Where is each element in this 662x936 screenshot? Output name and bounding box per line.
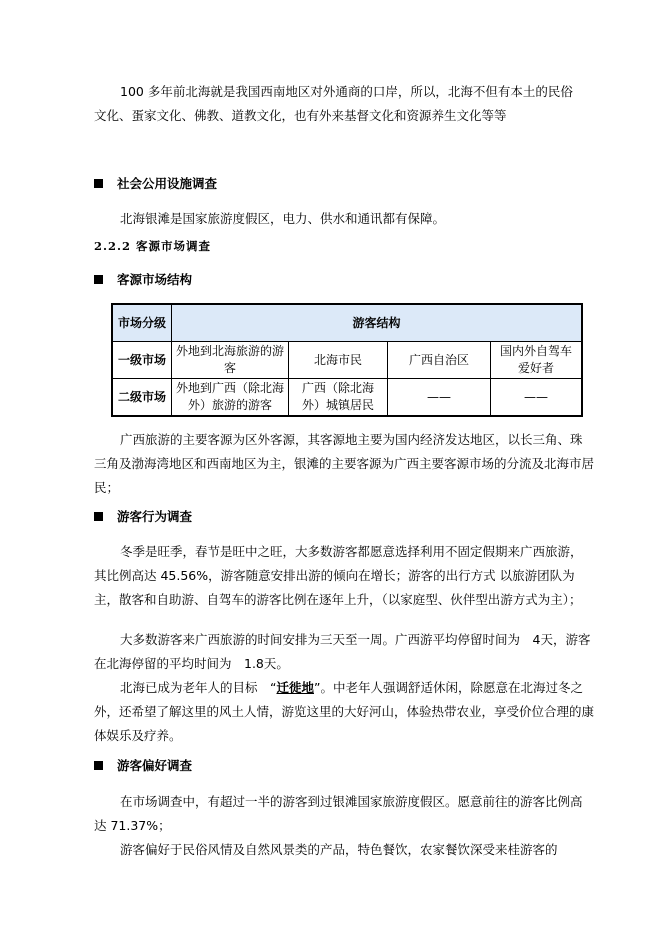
table-cell: 北海市民 — [289, 342, 388, 379]
behavior-paragraph-2: 大多数游客来广西旅游的时间安排为三天至一周。广西游平均停留时间为 4天，游客在北海停留的平均时间为 1.8天。 — [94, 632, 591, 671]
intro-paragraph — [94, 80, 594, 128]
source-paragraph: 广西旅游的主要客源为区外客源，其客源地主要为国内经济发达地区，以长三角、珠三角及渤海湾地区和西南地区为主，银滩的主要客源为广西主要客源市场的分流及北海市居民； — [94, 432, 595, 495]
heading-preference — [94, 756, 192, 774]
table-cell: —— — [388, 379, 491, 417]
preference-paragraph-2: 游客偏好于民俗风情及自然风景类的产品，特色餐饮，农家餐饮深受来桂游客的 — [120, 842, 558, 857]
heading-facilities-text: 社会公用设施调查 — [117, 176, 218, 191]
preference-paragraph-1: 在市场调查中，有超过一半的游客到过银滩国家旅游度假区。愿意前往的游客比例高达 71.37%； — [94, 794, 583, 833]
subsection-title: 2.2.2 客源市场调查 — [94, 239, 212, 253]
square-bullet-icon — [94, 512, 103, 521]
table-cell: 广西自治区 — [388, 342, 491, 379]
header-market-level: 市场分级 — [112, 304, 172, 342]
intro-line-2: 文化、蛋家文化、佛教、道教文化，也有外来基督文化和资源养生文化等等 — [94, 108, 507, 123]
table-cell: 外地到广西（除北海外）旅游的游客 — [172, 379, 289, 417]
table-row — [112, 379, 582, 417]
square-bullet-icon — [94, 761, 103, 770]
table-cell: 外地到北海旅游的游客 — [172, 342, 289, 379]
heading-structure-text: 客源市场结构 — [117, 272, 193, 287]
row-label-primary: 一级市场 — [112, 342, 172, 379]
square-bullet-icon — [94, 179, 103, 188]
square-bullet-icon — [94, 275, 103, 284]
heading-structure — [94, 270, 192, 288]
table-cell: 广西（除北海外）城镇居民 — [289, 379, 388, 417]
highlight-migration: 迁徙地 — [276, 680, 314, 695]
intro-line-1: 100 多年前北海就是我国西南地区对外通商的口岸，所以，北海不但有本土的民俗 — [120, 84, 573, 99]
behavior-3-pre: 北海已成为老年人的目标 “ — [120, 680, 277, 695]
header-tourist-structure: 游客结构 — [172, 304, 583, 342]
row-label-secondary: 二级市场 — [112, 379, 172, 417]
heading-behavior-text: 游客行为调查 — [117, 509, 193, 524]
behavior-3-post: ”。中老年人强调舒适休闲，除愿意在北海过冬之外，还希望了解这里的风土人情，游览这里的大好河山，体验热带农业，享受价位合理的康体娱乐及疗养。 — [94, 680, 595, 743]
table-row — [112, 342, 582, 379]
facilities-paragraph: 北海银滩是国家旅游度假区，电力、供水和通讯都有保障。 — [120, 211, 446, 226]
heading-behavior — [94, 507, 192, 525]
table-cell: —— — [491, 379, 583, 417]
table-header-row — [112, 304, 582, 342]
heading-facilities — [94, 174, 217, 192]
market-structure-table — [111, 303, 583, 417]
heading-preference-text: 游客偏好调查 — [117, 758, 193, 773]
behavior-paragraph-1: 冬季是旺季，春节是旺中之旺，大多数游客都愿意选择利用不固定假期来广西旅游，其比例高达 45.56%，游客随意安排出游的倾向在增长；游客的出行方式 以旅游团队为主，散客和自助游、自驾车的游客比例在逐年上升，（以家庭型、伙伴型出游方式为主）； — [94, 544, 583, 607]
behavior-paragraph-3 — [94, 676, 594, 748]
table-cell: 国内外自驾车爱好者 — [491, 342, 583, 379]
